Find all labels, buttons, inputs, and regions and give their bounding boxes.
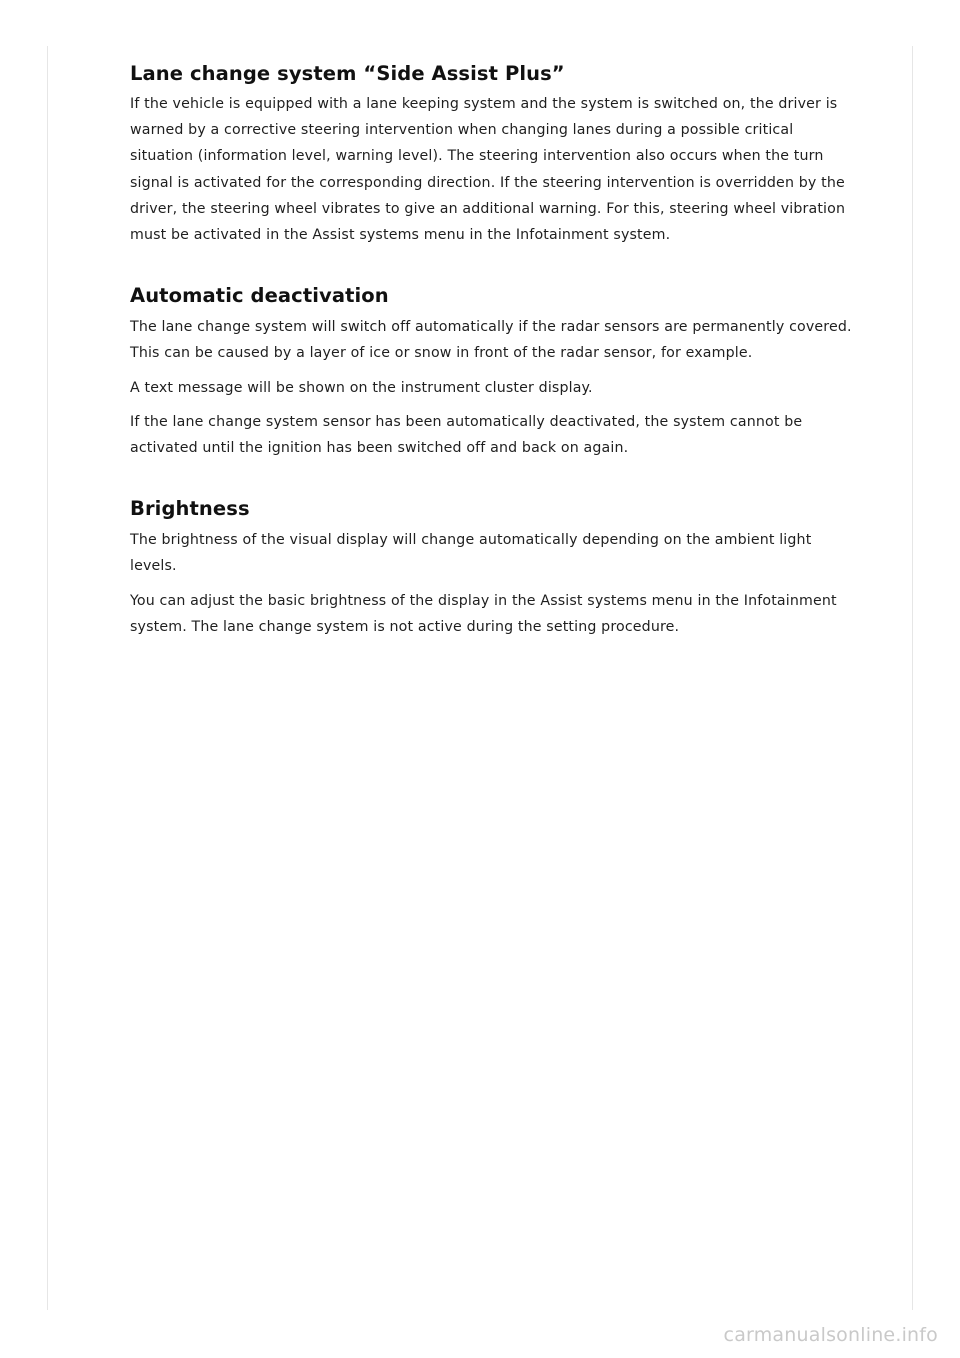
paragraph: If the vehicle is equipped with a lane keeping system and the system is switched on, the driver is warned by a corrective steering intervention when changing lanes during a possible critical situation (information level, warning level). The steering intervention also occurs when the turn signal is activated for the corresponding direction. If the steering intervention is overridden by the driver, the steering wheel vibrates to give an additional warning. For this, steering wheel vibration must be activated in the Assist systems menu in the Infotainment system. xyxy=(130,96,846,244)
section-brightness xyxy=(130,495,860,640)
section-lane-change-system xyxy=(130,60,860,248)
site-watermark: carmanualsonline.info xyxy=(723,1324,938,1346)
section-heading: Brightness xyxy=(130,497,250,521)
section-heading: Lane change system “Side Assist Plus” xyxy=(130,62,565,85)
paragraph: The lane change system will switch off automatically if the radar sensors are permanently covered. This can be caused by a layer of ice or snow in front of the radar sensor, for example. xyxy=(130,319,852,362)
paragraph: A text message will be shown on the instrument cluster display. xyxy=(130,379,593,396)
section-automatic-deactivation xyxy=(130,282,860,461)
page-margin-line-right xyxy=(912,46,913,1310)
section-heading: Automatic deactivation xyxy=(130,284,389,308)
page-margin-line-left xyxy=(47,46,48,1310)
paragraph: If the lane change system sensor has been automatically deactivated, the system cannot be activated until the ignition has been switched off and back on again. xyxy=(130,413,803,457)
paragraph: The brightness of the visual display will change automatically depending on the ambient light levels. xyxy=(130,532,812,575)
document-content xyxy=(130,60,860,674)
paragraph: You can adjust the basic brightness of the display in the Assist systems menu in the Infotainment system. The lane change system is not active during the setting procedure. xyxy=(130,592,837,635)
